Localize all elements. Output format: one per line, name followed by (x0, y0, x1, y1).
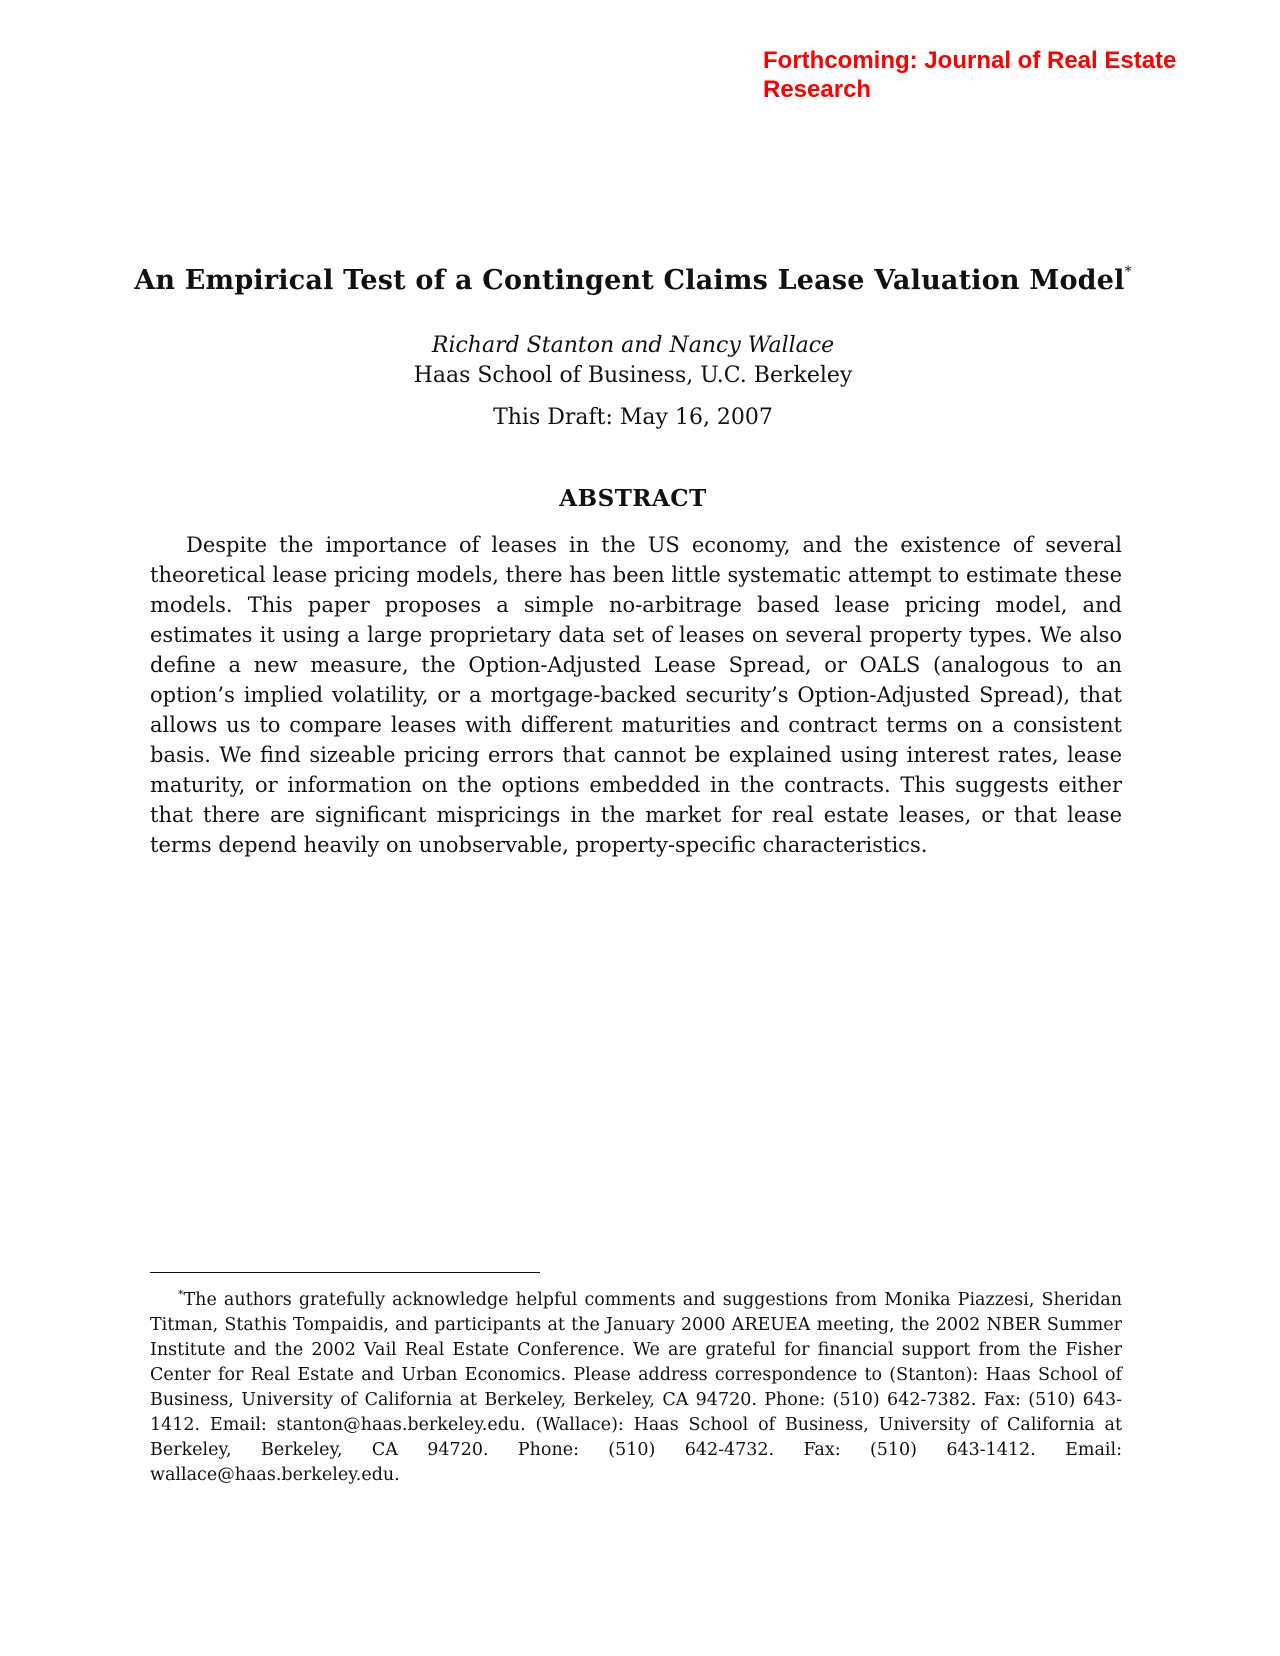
authors: Richard Stanton and Nancy Wallace (431, 333, 835, 358)
paper-title (0, 264, 1266, 296)
forthcoming-banner: Forthcoming: Journal of Real Estate Research (763, 47, 1177, 103)
abstract-heading: ABSTRACT (559, 485, 707, 512)
affiliation: Haas School of Business, U.C. Berkeley (413, 363, 853, 388)
draft-date: This Draft: May 16, 2007 (493, 405, 773, 430)
footnote-divider (150, 1272, 540, 1273)
title-footnote-mark: * (1124, 264, 1132, 280)
footnote-text: The authors gratefully acknowledge helpful comments and suggestions from Monika Piazzesi, Sheridan Titman, Stathis Tompaidis, and participants at the January 2000 AREUEA meeting, the 2002 NBER Summer Institute and the 2002 Vail Real Estate Conference. We are grateful for financial support from the Fisher Center for Real Estate and Urban Economics. Please address correspondence to (Stanton): Haas School of Business, University of California at Berkeley, Berkeley, CA 94720. Phone: (510) 642-7382. Fax: (510) 643-1412. Email: stanton@haas.berkeley.edu. (Wallace): Haas School of Business, University of California at Berkeley, Berkeley, CA 94720. Phone: (510) 642-4732. Fax: (510) 643-1412. Email: wallace@haas.berkeley.edu. (150, 1290, 1122, 1485)
acknowledgement-footnote (150, 1282, 1122, 1488)
paper-title-text: An Empirical Test of a Contingent Claims Lease Valuation Model (134, 265, 1125, 296)
footnote-mark: * (178, 1288, 184, 1301)
abstract-body: Despite the importance of leases in the US economy, and the existence of several theoretical lease pricing models, there has been little systematic attempt to estimate these models. This paper proposes a simple no-arbitrage based lease pricing model, and estimates it using a large proprietary data set of leases on several property types. We also define a new measure, the Option-Adjusted Lease Spread, or OALS (analogous to an option’s implied volatility, or a mortgage-backed security’s Option-Adjusted Spread), that allows us to compare leases with different maturities and contract terms on a consistent basis. We find sizeable pricing errors that cannot be explained using interest rates, lease maturity, or information on the options embedded in the contracts. This suggests either that there are significant mispricings in the market for real estate leases, or that lease terms depend heavily on unobservable, property-specific characteristics. (150, 533, 1122, 857)
